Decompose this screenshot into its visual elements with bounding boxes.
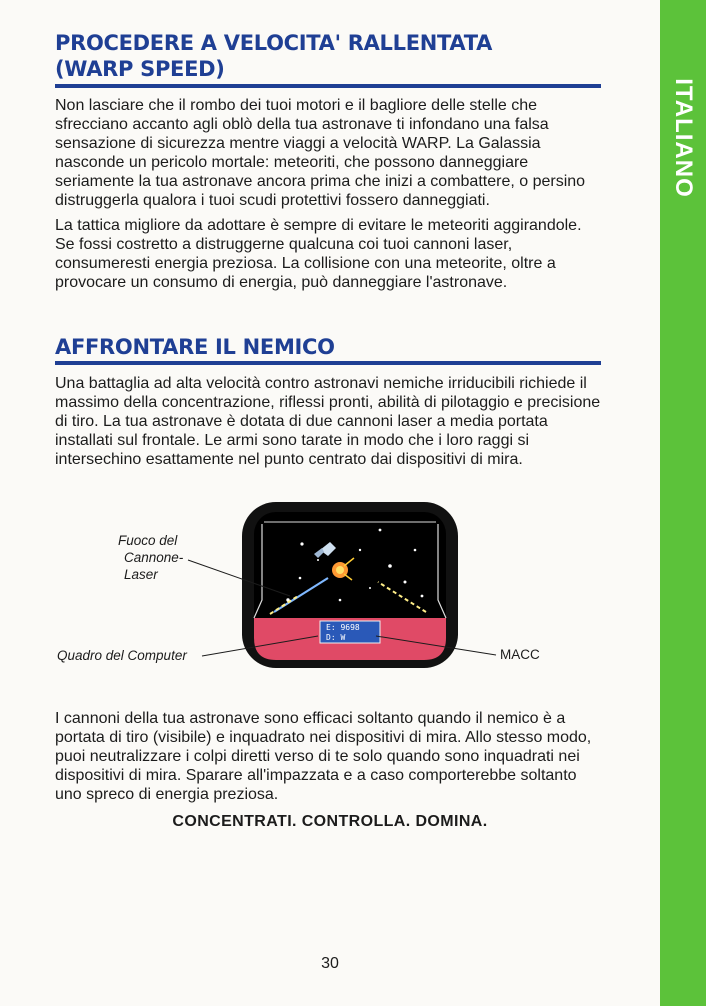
readout-energy: E: 9698 <box>326 623 360 632</box>
section-enemy-rule <box>55 361 601 365</box>
enemy-paragraph: Una battaglia ad alta velocità contro astronavi nemiche irriducibili richiede il massimo della concentrazione, riflessi pronti, abilità di pilotaggio e precisione di tiro. La tua astronave è dotata di due cannoni laser a media portata installati sul frontale. Le armi sono tarate in modo che i loro raggi si intersechino esattamente nel punto centrato dai dispositivi di mira. <box>55 375 601 468</box>
section-warp-rule <box>55 84 601 88</box>
section-warp-heading <box>55 30 601 82</box>
section-warp-heading-line2: (WARP SPEED) <box>55 57 225 81</box>
weapons-paragraph: I cannoni della tua astronave sono efficaci soltanto quando il nemico è a portata di tiro (visibile) e inquadrato nei dispositivi di mira. Allo stesso modo, puoi neutralizzare i colpi diretti verso di te solo quando sono inquadrati nei dispositivi di mira. Sparare all'impazzata e a caso comporterebbe soltanto uno spreco di energia preziosa. <box>55 710 592 803</box>
callout-macc: MACC <box>500 647 540 662</box>
section-enemy-body <box>55 374 605 469</box>
language-side-tab <box>660 0 706 1006</box>
page-number: 30 <box>321 955 339 972</box>
slogan: CONCENTRATI. CONTROLLA. DOMINA. <box>172 813 488 830</box>
section-warp-heading-line1: PROCEDERE A VELOCITA' RALLENTATA <box>55 31 493 55</box>
warp-paragraph-2: La tattica migliore da adottare è sempre di evitare le meteoriti aggirandole. Se fossi costretto a distruggerne qualcuna coi tuoi cannoni laser, consumeresti energia preziosa. La collisione con una meteorite, oltre a provocare un consumo di energia, può danneggiare l'astronave. <box>55 217 582 291</box>
readout-damage: D: W <box>326 633 346 642</box>
callout-laser-fire: Fuoco del Cannone- Laser <box>118 533 184 582</box>
callout-computer-panel: Quadro del Computer <box>57 648 187 663</box>
warp-paragraph-1: Non lasciare che il rombo dei tuoi motori e il bagliore delle stelle che sfrecciano accanto agli oblò della tua astronave ti infondano una falsa sensazione di sicurezza mentre viaggi a velocità WARP. La Galassia nasconde un pericolo mortale: meteoriti, che possono danneggiare seriamente la tua astronave ancora prima che inizi a combattere, o persino distruggerla qualora i tuoi scudi protettivi fossero danneggiati. <box>55 97 586 209</box>
section-weapons-body <box>55 709 605 804</box>
section-warp-body <box>55 96 605 292</box>
game-screen-illustration <box>240 500 460 670</box>
section-enemy-heading: AFFRONTARE IL NEMICO <box>55 335 335 359</box>
language-tab-label: ITALIANO <box>670 78 698 198</box>
